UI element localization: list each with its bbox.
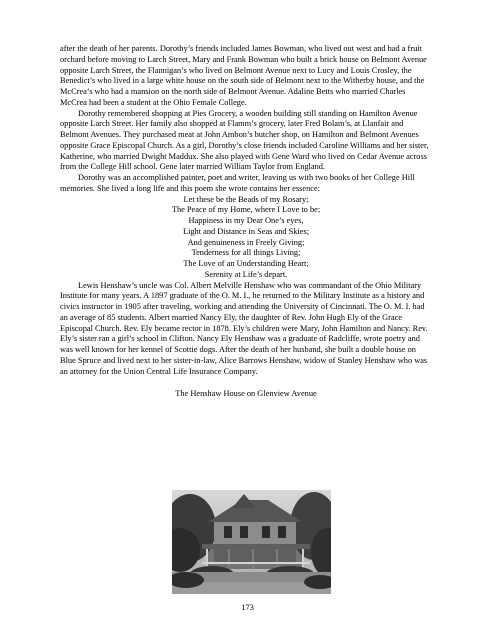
paragraph-4: Lewis Henshaw’s uncle was Col. Albert Melville Henshaw who was commandant of the Ohio Military Institute for many years. A 1897 graduate of the O. M. I., he returned to the Military Institute as a history and civics instructor in 1905 after traveling, working and attending the University of Cincinnati. The O. M. I. had an average of 85 students. Albert married Nancy Ely, the daughter of Rev. John Hugh Ely of the Grace Episcopal Church. Rev. Ely became rector in 1878. Ely’s children were Mary, John Hamilton and Nancy. Rev. Ely’s sister ran a girl’s school in Clifton. Nancy Ely Henshaw was a graduate of Radcliffe, wrote poetry and was well known for her kennel of Scottie dogs. After the death of her husband, she built a double house on Blue Spruce and lived next to her sister-in-law, Alice Barrows Henshaw, widow of Stanley Henshaw who was an attorney for the Union Central Life Insurance Company. (60, 280, 428, 376)
poem-line: And genuineness in Freely Giving; (187, 237, 305, 247)
page-number: 173 (241, 602, 254, 612)
paragraph-3: Dorothy was an accomplished painter, poet and writer, leaving us with two books of her College Hill memories. She lived a long life and this poem she wrote contains her essence: (60, 173, 415, 193)
poem-line: Happiness in my Dear One’s eyes, (188, 216, 304, 225)
poem-line: The Love of an Understanding Heart; (183, 259, 309, 268)
poem (60, 195, 432, 281)
poem-line: Serenity at Life’s depart. (204, 269, 288, 279)
poem-line: Let these be the Beads of my Rosary; (183, 194, 309, 204)
poem-line: Light and Distance in Seas and Skies; (182, 226, 310, 236)
photo-caption: The Henshaw House on Glenview Avenue (175, 389, 317, 399)
poem-line: The Peace of my Home, where I Love to be; (171, 205, 321, 215)
poem-line: Tenderness for all things Living; (191, 248, 301, 258)
page-text (60, 44, 432, 400)
paragraph-2: Dorothy remembered shopping at Pies Grocery, a wooden building still standing on Hamilton Avenue opposite Larch Street. Her family also shopped at Flamm’s grocery, later Fred Bolam’s, at Llanfair and Belmont Avenues. They purchased meat at John Ambon’s butcher shop, on Hamilton and Belmont Avenues opposite Grace Episcopal Church. As a girl, Dorothy’s close friends included Caroline Williams and her sister, Katherine, who married Dwight Maddux. She also played with Gene Ward who lived on Cedar Avenue across from the College Hill school. Gene later married William Taylor from England. (60, 108, 429, 172)
henshaw-house-photo (172, 490, 331, 594)
paragraph-1: after the death of her parents. Dorothy’s friends included James Bowman, who lived out west and had a fruit orchard before moving to Larch Street, Mary and Frank Bowman who built a brick house on Belmont Avenue opposite Larch Street, the Flannigan’s who lived on Belmont Avenue next to Lucy and Louis Crosley, the Benedict’s who lived in a large white house on the south side of Belmont next to the Witherby house, and the McCrea’s who had a mansion on the north side of Belmont Avenue. Adaline Betts who married Charles McCrea had been a student at the Ohio Female College. (60, 44, 427, 107)
